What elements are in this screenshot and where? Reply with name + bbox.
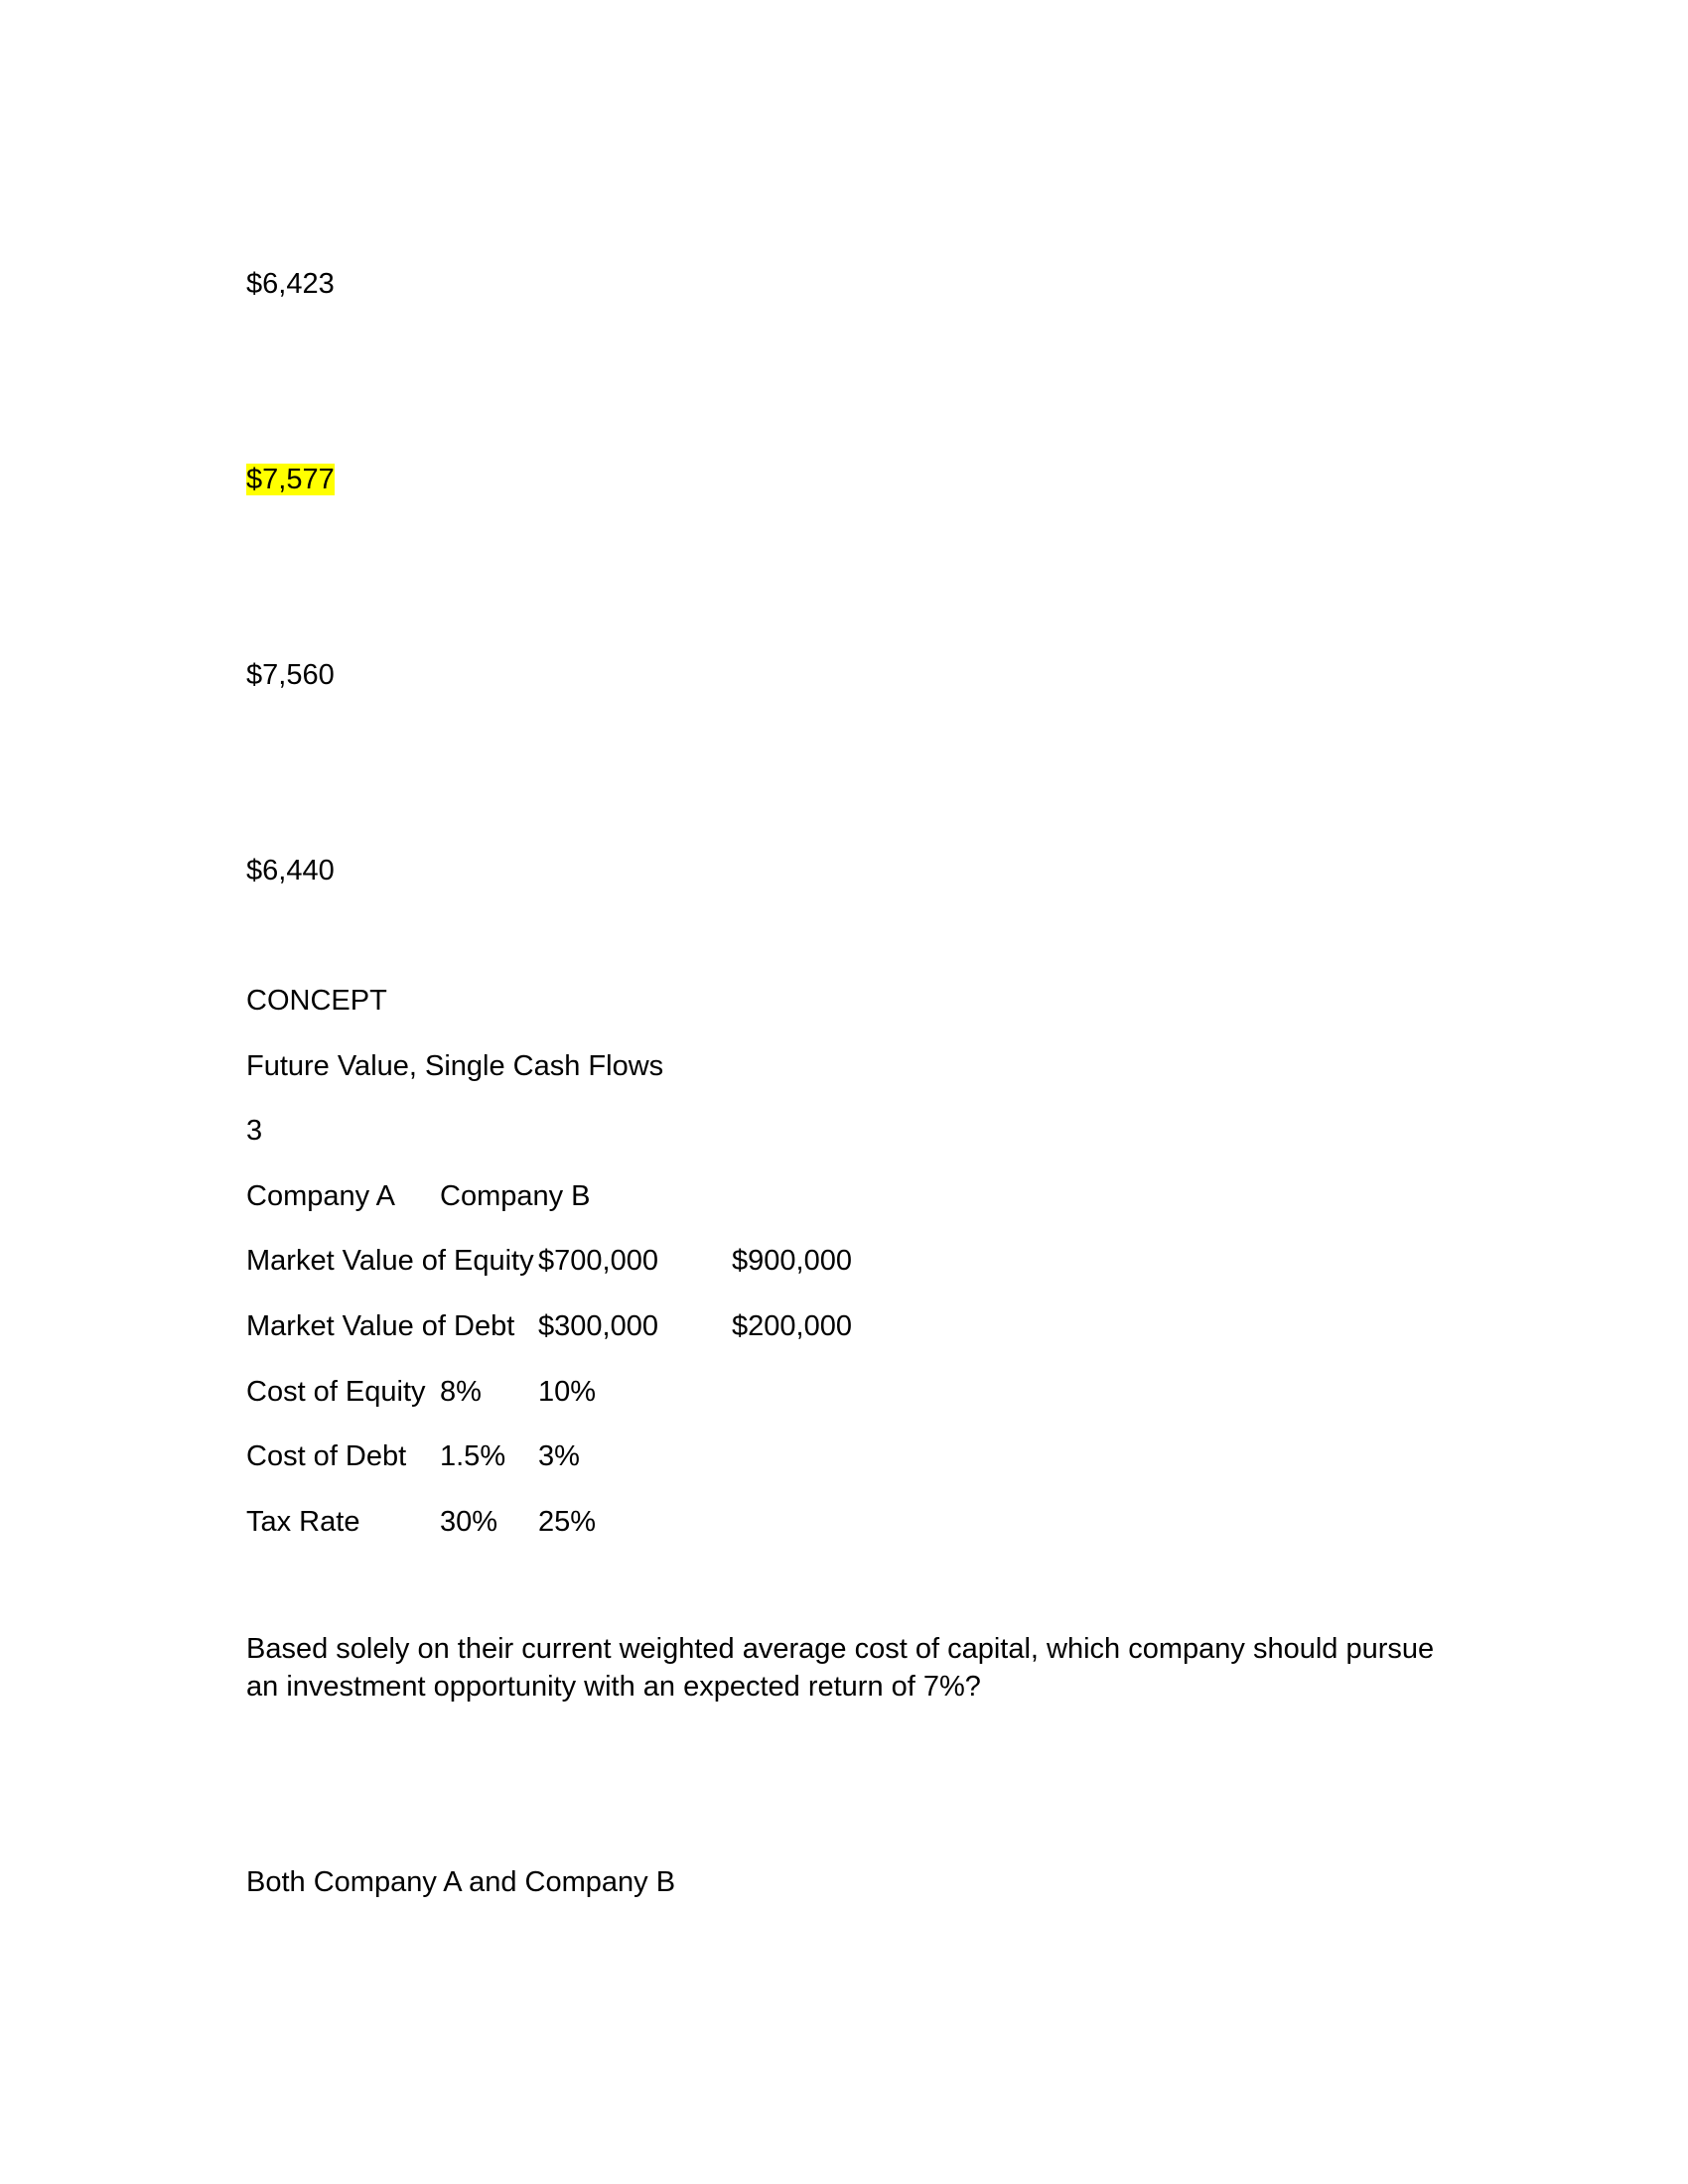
table-cell-b: $900,000 — [732, 1245, 852, 1277]
table-cell-a: 8% — [440, 1376, 482, 1408]
table-cell-b: 3% — [538, 1440, 580, 1472]
table-row-label: Cost of Equity — [246, 1376, 426, 1408]
concept-name: Future Value, Single Cash Flows — [246, 1050, 664, 1082]
table-row-label: Market Value of Debt — [246, 1310, 515, 1342]
table-cell-a: $700,000 — [538, 1245, 658, 1277]
table-cell-b: $200,000 — [732, 1310, 852, 1342]
answer-option-3: $7,560 — [246, 659, 335, 691]
concept-heading: CONCEPT — [246, 985, 387, 1017]
table-cell-a: $300,000 — [538, 1310, 658, 1342]
table-header-company-b: Company B — [440, 1180, 591, 1212]
table-header-company-a: Company A — [246, 1180, 395, 1212]
question-number: 3 — [246, 1115, 263, 1147]
table-row-label: Cost of Debt — [246, 1440, 407, 1472]
answer-option-4: $6,440 — [246, 855, 335, 887]
question-text: Based solely on their current weighted average cost of capital, which company should pursue an investment opportunity with an expected return of 7%? — [246, 1633, 1435, 1703]
table-cell-b: 25% — [538, 1506, 597, 1538]
table-cell-a: 1.5% — [440, 1440, 506, 1472]
answer-option-2-highlighted — [246, 461, 335, 498]
answer-option-1: $6,423 — [246, 268, 335, 300]
table-row-label: Market Value of Equity — [246, 1245, 534, 1277]
answer-choice: Both Company A and Company B — [246, 1866, 676, 1898]
table-cell-a: 30% — [440, 1506, 498, 1538]
table-row-label: Tax Rate — [246, 1506, 360, 1538]
table-cell-b: 10% — [538, 1376, 597, 1408]
highlighted-answer: $7,577 — [246, 464, 335, 495]
